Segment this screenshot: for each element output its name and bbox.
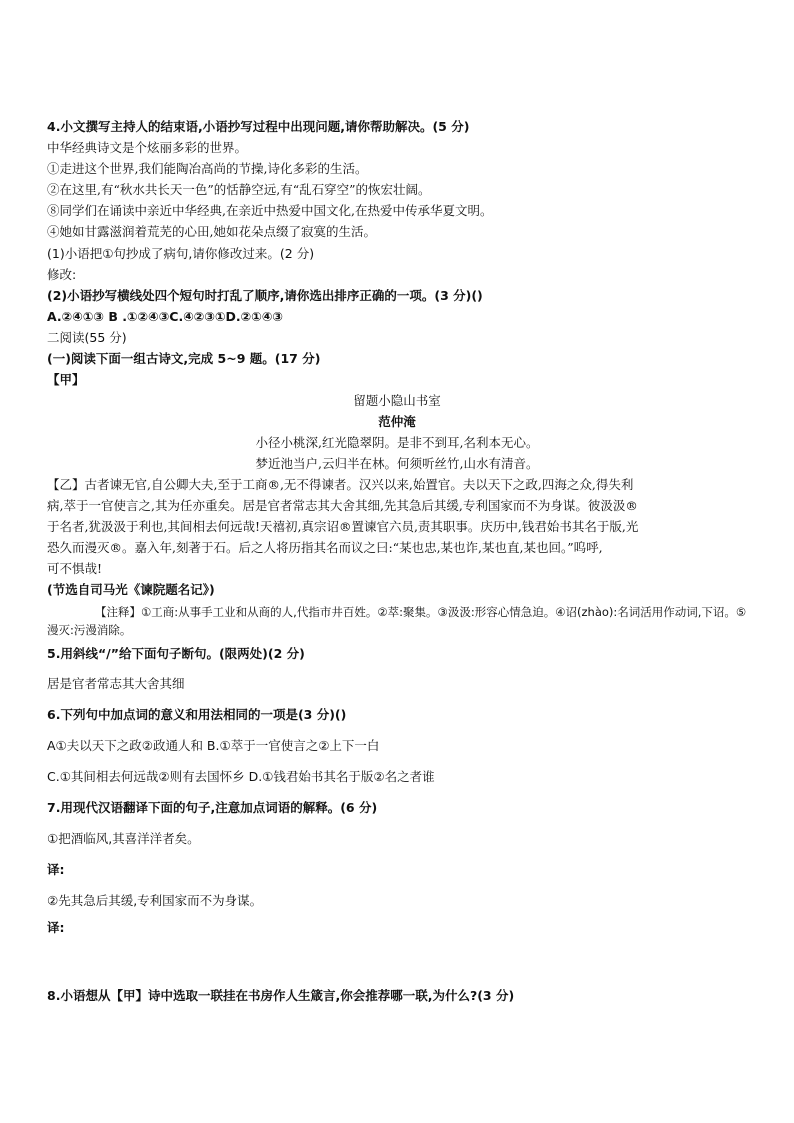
q4-intro: 中华经典诗文是个炫丽多彩的世界。: [47, 140, 248, 155]
q5-title: 5.用斜线“/”给下面句子断句。(限两处)(2 分): [47, 646, 305, 661]
poem-author: 范仲淹: [378, 414, 416, 429]
yi-source: (节选自司马光《谏院题名记》): [47, 582, 215, 597]
yi-line-1: 【乙】古者谏无官,自公卿大夫,至于工商®,无不得谏者。汉兴以来,始置官。夫以天下之政,四海之众,得失利: [47, 477, 634, 492]
q4-sentence-1: ①走进这个世界,我们能陶冶高尚的节操,诗化多彩的生活。: [47, 161, 368, 176]
section-2-heading: 二阅读(55 分): [47, 330, 127, 345]
q4-sentence-2: ②在这里,有“秋水共长天一色”的恬静空远,有“乱石穿空”的恢宏壮阔。: [47, 182, 431, 197]
q4-sentence-3: ⑧同学们在诵读中亲近中华经典,在亲近中热爱中国文化,在热爱中传承华夏文明。: [47, 203, 493, 218]
q4-sub1: (1)小语把①句抄成了病句,请你修改过来。(2 分): [47, 246, 315, 261]
yi-line-5: 可不惧哉!: [47, 561, 103, 576]
q4-title: 4.小文撰写主持人的结束语,小语抄写过程中出现问题,请你帮助解决。(5 分): [47, 119, 470, 134]
q4-sub2: (2)小语抄写横线处四个短句时打乱了顺序,请你选出排序正确的一项。(3 分)(): [47, 288, 483, 303]
q4-sentence-4: ④她如甘露滋润着荒芜的心田,她如花朵点缀了寂寞的生活。: [47, 224, 376, 239]
q7-sentence-1: ①把酒临风,其喜洋洋者矣。: [47, 831, 200, 846]
q7-sentence-2: ②先其急后其缓,专利国家而不为身谋。: [47, 893, 263, 908]
yi-line-3: 于名者,犹汲汲于利也,其间相去何远哉!天禧初,真宗诏®置谏官六员,责其职事。庆历中,钱君始书其名于版,光: [47, 519, 639, 534]
q5-text: 居是官者常志其大舍其细: [47, 676, 185, 691]
q6-options-ab: A①夫以天下之政②政通人和 B.①萃于一官使言之②上下一白: [47, 738, 380, 753]
yi-line-4: 恐久而漫灭®。嘉入年,刻著于石。后之人将历指其名而议之曰:“某也忠,某也诈,某也直,某也回。”呜呼,: [47, 540, 603, 555]
yi-notes: 【注释】①工商:从事手工业和从商的人,代指市井百姓。②萃:聚集。③汲汲:形容心情急迫。④诏(zhào):名词活用作动词,下诏。⑤漫灭:污漫消除。: [47, 605, 747, 637]
poem-line-1: 小径小桃深,红光隐翠阴。是非不到耳,名利本无心。: [255, 435, 539, 450]
q6-options-cd: C.①其间相去何远哉②则有去国怀乡 D.①钱君始书其名于版②名之者谁: [47, 769, 435, 784]
poem-title: 留题小隐山书室: [353, 393, 441, 408]
q7-title: 7.用现代汉语翻译下面的句子,注意加点词语的解释。(6 分): [47, 800, 378, 815]
q7-translate-1: 译:: [47, 862, 65, 877]
poem-line-2: 梦近池当户,云归半在林。何须听丝竹,山水有清音。: [255, 456, 539, 471]
q6-title: 6.下列句中加点词的意义和用法相同的一项是(3 分)(): [47, 707, 347, 722]
q4-options: A.②④①③ B .①②④③C.④②③①D.②①④③: [47, 309, 284, 324]
q8-title: 8.小语想从【甲】诗中选取一联挂在书房作人生箴言,你会推荐哪一联,为什么?(3 分): [47, 988, 515, 1003]
section-2-part1: (一)阅读下面一组古诗文,完成 5~9 题。(17 分): [47, 351, 321, 366]
q7-translate-2: 译:: [47, 920, 65, 935]
yi-line-2: 病,萃于一官使言之,其为任亦重矣。居是官者常志其大舍其细,先其急后其缓,专利国家而不为身谋。彼汲汲®: [47, 498, 638, 513]
label-jia: 【甲】: [47, 372, 85, 387]
q4-fix-label: 修改:: [47, 267, 77, 282]
